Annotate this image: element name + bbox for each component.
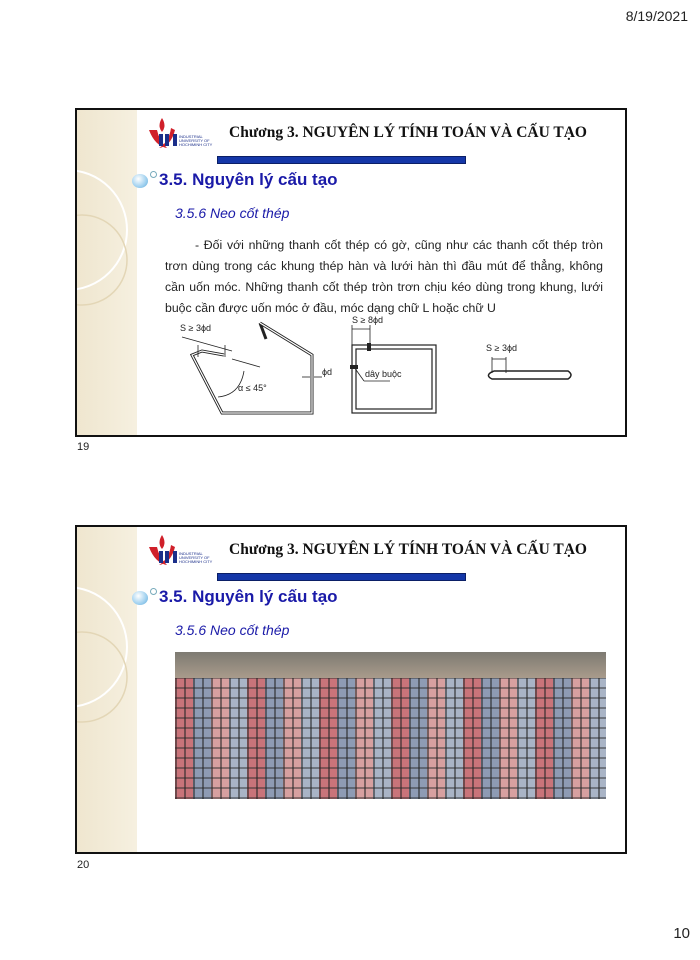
section-heading: 3.5. Nguyên lý cấu tạo — [159, 587, 338, 606]
slide-title: Chương 3. NGUYÊN LÝ TÍNH TOÁN VÀ CẤU TẠO — [229, 541, 587, 558]
bubble-bullet-icon — [132, 591, 148, 605]
label-phi: ϕd — [322, 367, 333, 377]
svg-text:INDUSTRIAL: INDUSTRIAL — [179, 134, 203, 139]
subsection-heading: 3.5.6 Neo cốt thép — [175, 205, 290, 221]
slide-title: Chương 3. NGUYÊN LÝ TÍNH TOÁN VÀ CẤU TẠO — [229, 124, 587, 141]
page-number: 10 — [673, 925, 690, 942]
slide-19 — [75, 108, 627, 437]
label-s2: S ≥ 8ϕd — [352, 315, 383, 325]
slide-20 — [75, 525, 627, 854]
svg-text:UNIVERSITY OF: UNIVERSITY OF — [179, 555, 210, 560]
subsection-heading: 3.5.6 Neo cốt thép — [175, 622, 290, 638]
decorative-strip — [77, 527, 137, 852]
title-underline-bar — [217, 573, 466, 581]
small-bubble-icon — [150, 588, 157, 595]
svg-text:INDUSTRIAL: INDUSTRIAL — [179, 551, 203, 556]
title-underline-bar — [217, 156, 466, 164]
section-heading: 3.5. Nguyên lý cấu tạo — [159, 170, 338, 189]
svg-text:UNIVERSITY OF: UNIVERSITY OF — [179, 138, 210, 143]
label-angle: α ≤ 45° — [238, 383, 267, 393]
university-logo — [145, 116, 217, 152]
body-text: - Đối với những thanh cốt thép có gờ, cũng như các thanh cốt thép tròn trơn dùng trong các khung thép hàn và lưới hàn thì đầu mút để thẳng, không cần uốn móc. Những thanh cốt thép tròn trơn chịu kéo dùng trong khung, lưới buộc cần được uốn móc ở đầu, móc dạng chữ L hoặc chữ U — [165, 238, 603, 315]
slide-number: 20 — [77, 859, 90, 871]
bubble-bullet-icon — [132, 174, 148, 188]
svg-text:HOCHIMINH CITY: HOCHIMINH CITY — [179, 559, 213, 564]
slide-number: 19 — [77, 441, 90, 453]
label-s1: S ≥ 3ϕd — [180, 323, 211, 333]
print-date: 8/19/2021 — [625, 8, 688, 24]
decorative-strip — [77, 110, 137, 435]
label-s3: S ≥ 3ϕd — [486, 343, 517, 353]
label-tie-wire: dây buộc — [365, 369, 402, 379]
university-logo — [145, 533, 217, 569]
rebar-anchor-diagram — [162, 315, 582, 427]
svg-text:HOCHIMINH CITY: HOCHIMINH CITY — [179, 142, 213, 147]
rebar-mesh-photo — [175, 652, 606, 799]
small-bubble-icon — [150, 171, 157, 178]
